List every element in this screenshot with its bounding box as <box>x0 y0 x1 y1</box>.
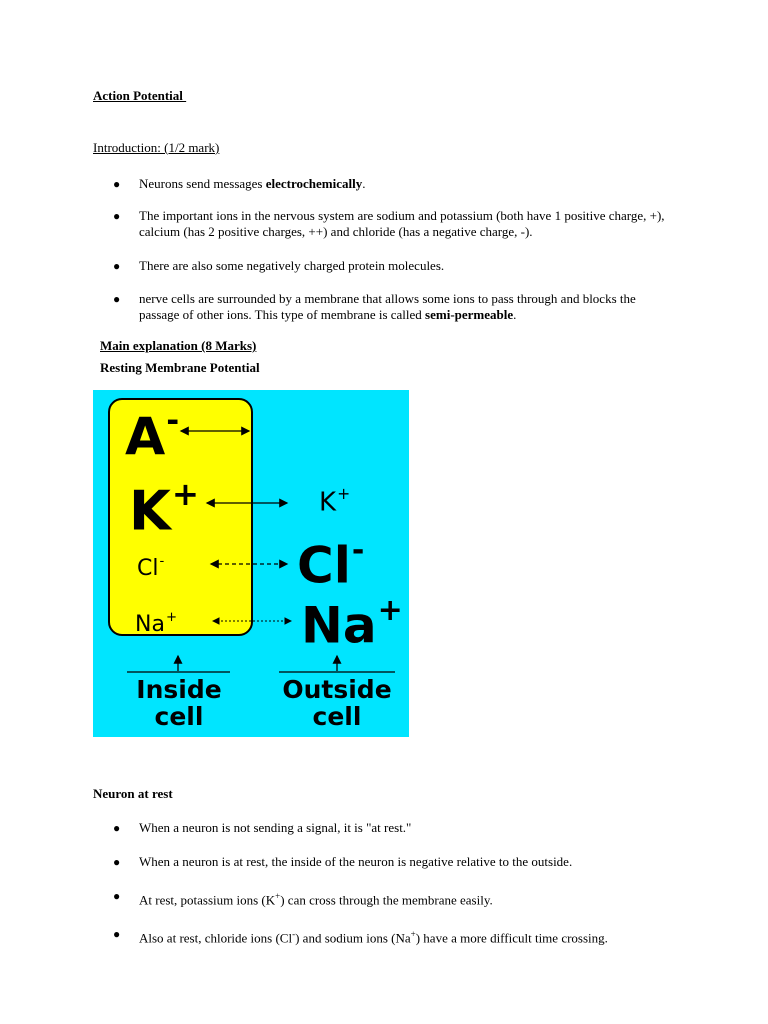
bullet-icon: ● <box>113 177 121 191</box>
ion-outside-na: Na+ <box>301 593 403 655</box>
document-title: Action Potential <box>93 88 187 103</box>
inside-cell-label: Inside cell <box>136 675 222 731</box>
bullet-icon: ● <box>113 889 121 903</box>
bullet-text: There are also some negatively charged protein molecules. <box>139 258 445 273</box>
bullet-text: The important ions in the nervous system are sodium and potassium (both have 1 positive charge, +), calcium (has 2 positive charges, ++) and chloride (has a negative charge, -). <box>139 208 665 239</box>
bullet-icon: ● <box>113 821 121 835</box>
ion-inside-cl: Cl- <box>137 554 165 581</box>
list-item: ● At rest, potassium ions (K+) can cross through the membrane easily. <box>113 889 493 908</box>
bullet-icon: ● <box>113 855 121 869</box>
ion-inside-na: Na+ <box>135 610 178 637</box>
list-item <box>0 258 669 274</box>
membrane-diagram <box>93 390 409 737</box>
main-explanation-heading: Main explanation (8 Marks) <box>100 338 257 353</box>
ion-inside-a: A- <box>125 403 180 468</box>
list-item <box>0 291 669 323</box>
outside-cell-label: Outside cell <box>282 675 392 731</box>
bullet-text: Neurons send messages <box>139 176 266 191</box>
bullet-bold-text: semi-permeable <box>425 307 514 322</box>
intro-heading: Introduction: (1/2 mark) <box>93 140 220 155</box>
ion-outside-k: K+ <box>319 485 351 518</box>
bullet-icon: ● <box>113 259 121 273</box>
intro-bullet-list <box>0 176 768 323</box>
bullet-text-end: . <box>513 307 517 322</box>
bullet-icon: ● <box>113 292 121 306</box>
bullet-icon: ● <box>113 927 121 942</box>
ion-inside-k: K+ <box>129 475 199 543</box>
list-item <box>0 176 669 192</box>
list-item: ● Also at rest, chloride ions (Cl-) and sodium ions (Na+) have a more difficult time crossing. <box>113 927 608 946</box>
resting-potential-heading: Resting Membrane Potential <box>100 360 260 375</box>
ion-outside-cl: Cl- <box>297 533 365 595</box>
neuron-at-rest-heading: Neuron at rest <box>93 786 173 801</box>
rest-bullet-list <box>0 820 768 947</box>
bullet-text-end: . <box>362 176 366 191</box>
bullet-icon: ● <box>113 209 121 223</box>
bullet-bold-text: electrochemically <box>265 176 363 191</box>
list-item: ● When a neuron is not sending a signal, it is "at rest." <box>113 820 412 835</box>
bullet-text: nerve cells are surrounded by a membrane that allows some ions to pass through and blocks the passage of other ions. This type of membrane is called <box>139 291 636 322</box>
list-item <box>0 208 669 240</box>
list-item: ● When a neuron is at rest, the inside of the neuron is negative relative to the outside. <box>113 854 573 869</box>
